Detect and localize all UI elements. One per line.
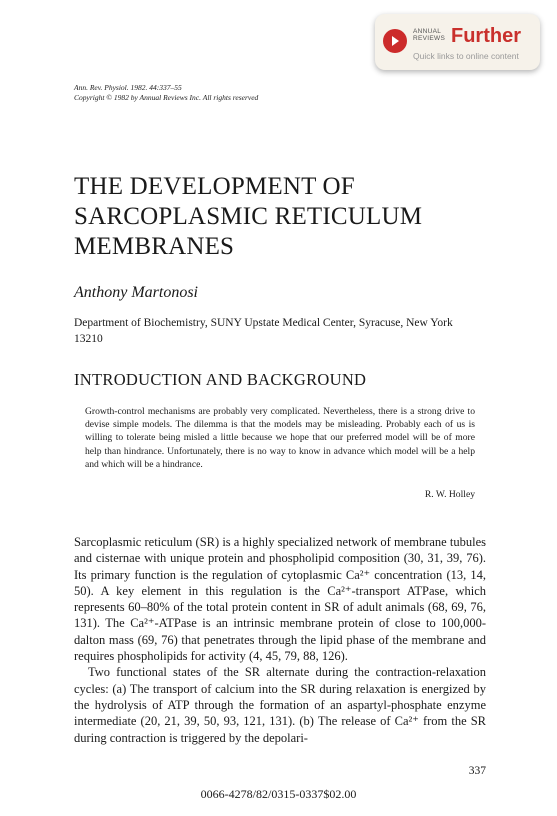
- body-paragraph: Sarcoplasmic reticulum (SR) is a highly specialized network of membrane tubules and cisternae with unique protein and phospholipid composition (30, 31, 39, 76). Its primary function is the regulation of cytoplasmic Ca²⁺ concentration (13, 14, 50). A key element in this regulation is the Ca²⁺-transport ATPase, which represents 60–80% of the total protein content in SR of adult animals (68, 69, 76, 131). The Ca²⁺-ATPase is an intrinsic membrane protein of close to 100,000-dalton mass (69, 76) that penetrates through the lipid phase of the membrane and requires phospholipids for activity (4, 45, 79, 88, 126).: [74, 535, 486, 664]
- author-name: Anthony Martonosi: [74, 284, 198, 301]
- epigraph-quote: Growth-control mechanisms are probably very complicated. Nevertheless, there is a strong drive to devise simple models. The dilemma is that the models may be misleading. Probably each of us is willing to tolerate being misled a little because we hope that our preferred model will be of more help than hindrance. Unfortunately, there is no way to know in advance which model will be a help and which will be a hindrance.: [85, 406, 475, 470]
- journal-info: [74, 83, 258, 103]
- author-affiliation: Department of Biochemistry, SUNY Upstate Medical Center, Syracuse, New York 13210: [74, 317, 453, 345]
- copyright-line: Copyright © 1982 by Annual Reviews Inc. All rights reserved: [74, 93, 259, 102]
- badge-subtitle: Quick links to online content: [413, 51, 519, 61]
- badge-publisher: ANNUAL REVIEWS: [413, 28, 446, 42]
- epigraph-attribution: R. W. Holley: [424, 489, 475, 500]
- footer-code: 0066-4278/82/0315-0337$02.00: [200, 787, 357, 801]
- journal-citation: Ann. Rev. Physiol. 1982. 44:337–55: [74, 83, 182, 92]
- body-text: [74, 534, 486, 746]
- arrow-icon: [383, 29, 407, 53]
- article-title: [74, 172, 494, 262]
- title-line: MEMBRANES: [74, 233, 235, 260]
- page-number: 337: [468, 765, 486, 777]
- further-badge[interactable]: [375, 14, 540, 70]
- title-line: THE DEVELOPMENT OF: [74, 173, 355, 200]
- body-paragraph: Two functional states of the SR alternate during the contraction-relaxation cycles: (a) The transport of calcium into the SR during relaxation is energized by the hydrolysis of ATP through the formation of an aspartyl-phosphate enzyme intermediate (20, 21, 39, 50, 93, 121, 131). (b) The release of Ca²⁺ from the SR during contraction is triggered by the depolari-: [74, 665, 486, 745]
- badge-title: Further: [451, 25, 521, 47]
- section-heading: INTRODUCTION AND BACKGROUND: [74, 370, 367, 389]
- title-line: SARCOPLASMIC RETICULUM: [74, 203, 423, 230]
